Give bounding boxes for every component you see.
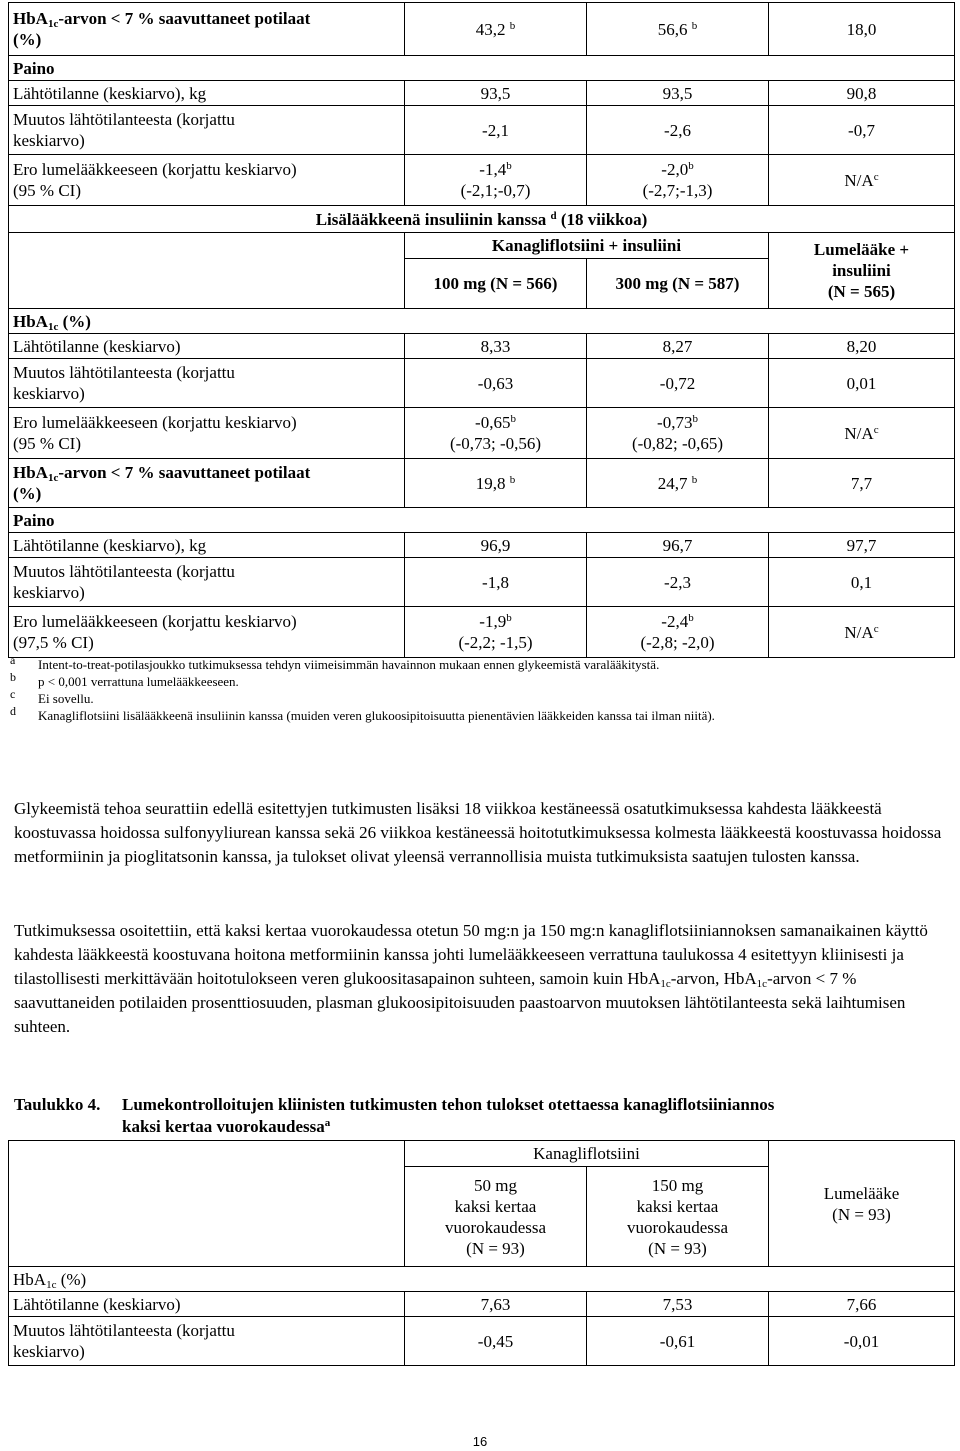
cell-value: -2,0$^b$ (-2,7;-1,3) [587, 155, 769, 206]
page-number: 16 [472, 1434, 488, 1449]
footnote-text: Kanagliflotsiini lisälääkkeenä insuliinin kanssa (muiden veren glukoosipitoisuutta pienentävien lääkkeiden kanssa tai ilman niitä). [38, 708, 715, 723]
row-label: Muutos lähtötilanteesta (korjattu keskiarvo) [9, 359, 405, 408]
row-label: Ero lumelääkkeeseen (korjattu keskiarvo) (95 % CI) [9, 155, 405, 206]
cell-value: 56,6 $^b$ [587, 3, 769, 56]
cell-value: 24,7 $^b$ [587, 459, 769, 508]
row-label: Lähtötilanne (keskiarvo), kg [9, 81, 405, 106]
cell-value: 90,8 [769, 81, 955, 106]
body-paragraph-2: Tutkimuksessa osoitettiin, että kaksi kertaa vuorokaudessa otetun 50 mg:n ja 150 mg:n kanagliflotsiiniannoksen samanaikainen käyttö kahdesta lääkkeestä koostuvana hoitona metformiinin kanssa johti lumelääkkeeseen verrattuna taulukossa 4 esitettyyn kliinisesti ja tilastollisesti merkittävään hoitotulokseen veren glukoositasapainon suhteen, samoin kuin HbA$_{1c}$-arvon, HbA$_{1c}$-arvon < 7 % saavuttaneiden potilaiden prosenttiosuuden, plasman glukoosipitoisuuden paastoarvon muutoksen lähtötilanteesta sekä laihtumisen suhteen. [14, 921, 928, 1036]
footnote [10, 687, 910, 707]
column-header-placebo: Lumelääke + insuliini (N = 565) [769, 233, 955, 309]
section-label: Paino [9, 56, 955, 81]
row-label: Ero lumelääkkeeseen (korjattu keskiarvo) (95 % CI) [9, 408, 405, 459]
cell-value: -2,6 [587, 106, 769, 155]
footnote [10, 670, 910, 690]
cell-value: -0,65$^b$ (-0,73; -0,56) [405, 408, 587, 459]
table-4 [8, 1140, 955, 1366]
section-title-insulin [9, 206, 955, 233]
cell-value: $N/A^c$ [769, 607, 955, 658]
cell-value: -2,1 [405, 106, 587, 155]
row-label: Lähtötilanne (keskiarvo), kg [9, 533, 405, 558]
footnote-mark: a [10, 653, 16, 667]
cell-value: -0,61 [587, 1317, 769, 1366]
cell-value: 8,27 [587, 334, 769, 359]
cell-value: -0,73$^b$ (-0,82; -0,65) [587, 408, 769, 459]
row-label: Ero lumelääkkeeseen (korjattu keskiarvo) (97,5 % CI) [9, 607, 405, 658]
section-title: Lisälääkkeenä insuliinin kanssa $^d$ (18 viikkoa) [9, 206, 955, 233]
table-row [9, 106, 955, 155]
cell-value: 96,9 [405, 533, 587, 558]
cell-value: 7,63 [405, 1292, 587, 1317]
cell-value: -0,63 [405, 359, 587, 408]
table-row [9, 533, 955, 558]
cell-value: $N/A^c$ [769, 155, 955, 206]
cell-value: -0,72 [587, 359, 769, 408]
column-header-100mg: 100 mg (N = 566) [405, 259, 587, 309]
cell-value: 19,8 $^b$ [405, 459, 587, 508]
row-label: Muutos lähtötilanteesta (korjattu keskiarvo) [9, 558, 405, 607]
cell-value: 93,5 [587, 81, 769, 106]
cell-value: $N/A^c$ [769, 408, 955, 459]
footnote-mark: b [10, 670, 16, 684]
row-label: Muutos lähtötilanteesta (korjattu keskiarvo) [9, 1317, 405, 1366]
body-paragraph-1: Glykeemistä tehoa seurattiin edellä esitettyjen tutkimusten lisäksi 18 viikkoa kestäneessä osatutkimuksessa kahdesta lääkkeestä koostuvassa hoidossa sulfonyyliurean kanssa sekä 26 viikkoa kestäneessä hoitotutkimuksessa kolmesta lääkkeestä koostuvassa hoidossa metformiinin ja pioglitatsonin kanssa, ja tulokset olivat yleensä verrannollisia muista tutkimuksista saatujen tulosten kanssa. [14, 799, 942, 866]
row-label: Muutos lähtötilanteesta (korjattu keskiarvo) [9, 106, 405, 155]
cell-value: 0,1 [769, 558, 955, 607]
row-label: Lähtötilanne (keskiarvo) [9, 1292, 405, 1317]
cell-value: 8,33 [405, 334, 587, 359]
table-caption [14, 1094, 954, 1138]
table-row [9, 3, 955, 56]
table-row [9, 558, 955, 607]
empty-header-cell [9, 1141, 405, 1267]
cell-value: 97,7 [769, 533, 955, 558]
header-row [9, 233, 955, 259]
footnote-text: Intent-to-treat-potilasjoukko tutkimuksessa tehdyn viimeisimmän havainnon mukaan ennen glykeemistä varalääkitystä. [38, 657, 660, 672]
cell-value: -0,01 [769, 1317, 955, 1366]
section-label: HbA$_{1c}$ (%) [9, 1267, 955, 1292]
cell-value: 0,01 [769, 359, 955, 408]
cell-value: 7,53 [587, 1292, 769, 1317]
footnote [10, 653, 910, 673]
cell-value: -2,3 [587, 558, 769, 607]
table-row [9, 408, 955, 459]
table-row [9, 1292, 955, 1317]
caption-line2: kaksi kertaa vuorokaudessa$^a$ [122, 1117, 331, 1136]
cell-value: -2,4$^b$ (-2,8; -2,0) [587, 607, 769, 658]
group-header: Kanagliflotsiini + insuliini [405, 233, 769, 259]
row-label: HbA$_{1c}$-arvon < 7 % saavuttaneet potilaat (%) [9, 3, 405, 56]
efficacy-table-continued [8, 2, 955, 658]
footnote-mark: d [10, 704, 16, 718]
caption-lead: Taulukko 4. [14, 1095, 101, 1114]
table-row [9, 459, 955, 508]
cell-value: 43,2 $^b$ [405, 3, 587, 56]
column-header-150mg: 150 mg kaksi kertaa vuorokaudessa (N = 93) [587, 1167, 769, 1267]
cell-value: -1,8 [405, 558, 587, 607]
cell-value: 8,20 [769, 334, 955, 359]
header-row [9, 1141, 955, 1167]
section-row-hba1c [9, 1267, 955, 1292]
section-label: Paino [9, 508, 955, 533]
table-row [9, 1317, 955, 1366]
footnote-text: p < 0,001 verrattuna lumelääkkeeseen. [38, 674, 239, 689]
section-row-weight [9, 508, 955, 533]
table-footnotes [10, 653, 910, 724]
cell-value: 7,7 [769, 459, 955, 508]
cell-value: -0,45 [405, 1317, 587, 1366]
cell-value: -1,4$^b$ (-2,1;-0,7) [405, 155, 587, 206]
cell-value: -1,9$^b$ (-2,2; -1,5) [405, 607, 587, 658]
table-row [9, 334, 955, 359]
footnote-text: Ei sovellu. [38, 691, 94, 706]
column-header-300mg: 300 mg (N = 587) [587, 259, 769, 309]
column-header-placebo: Lumelääke (N = 93) [769, 1141, 955, 1267]
cell-value: -0,7 [769, 106, 955, 155]
section-row-weight [9, 56, 955, 81]
row-label: Lähtötilanne (keskiarvo) [9, 334, 405, 359]
group-header: Kanagliflotsiini [405, 1141, 769, 1167]
section-label: HbA$_{1c}$ (%) [9, 309, 955, 334]
footnote [10, 704, 910, 724]
column-header-50mg: 50 mg kaksi kertaa vuorokaudessa (N = 93) [405, 1167, 587, 1267]
caption-line1: Lumekontrolloitujen kliinisten tutkimusten tehon tulokset otettaessa kanagliflotsiiniannos [122, 1095, 775, 1114]
table-row [9, 607, 955, 658]
table-row [9, 155, 955, 206]
footnote-mark: c [10, 687, 16, 701]
cell-value: 93,5 [405, 81, 587, 106]
table-row [9, 81, 955, 106]
cell-value: 18,0 [769, 3, 955, 56]
table-row [9, 359, 955, 408]
section-row-hba1c [9, 309, 955, 334]
row-label: HbA$_{1c}$-arvon < 7 % saavuttaneet potilaat (%) [9, 459, 405, 508]
cell-value: 7,66 [769, 1292, 955, 1317]
empty-header-cell [9, 233, 405, 309]
cell-value: 96,7 [587, 533, 769, 558]
